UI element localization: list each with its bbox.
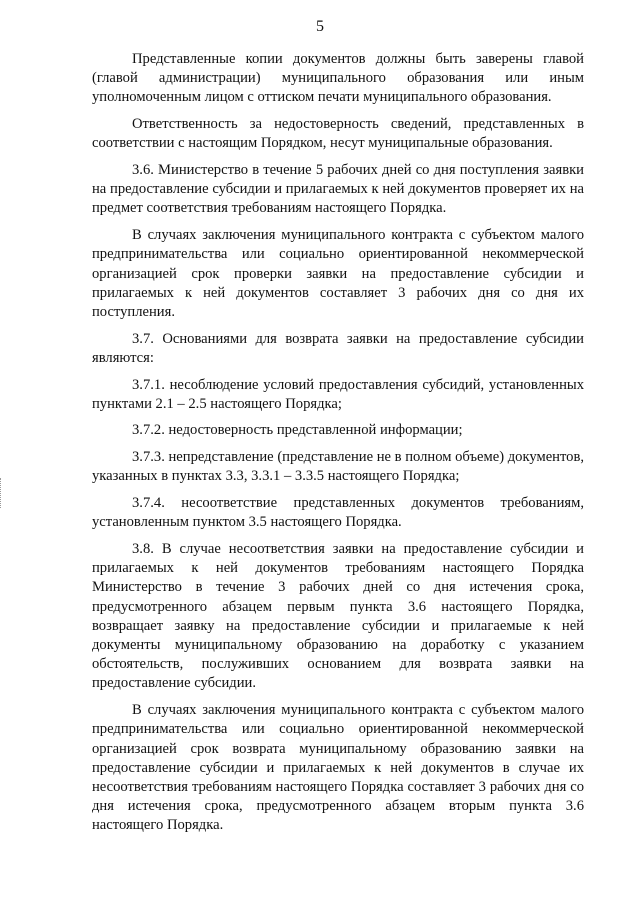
document-body <box>92 50 584 843</box>
paragraph-3-8-small-business: В случаях заключения муниципального контракта с субъектом малого предпринимательства или социально ориентированной некоммерческой организацией срок возврата муниципальному образованию заявки на предоставление субсидии и прилагаемых к ней документов в случае их несоответствия требованиям настоящего Порядка составляет 3 рабочих дня со дня истечения срока, предусмотренного абзацем вторым пункта 3.6 настоящего Порядка. <box>92 702 584 834</box>
paragraph-3-7-2: 3.7.2. недостоверность представленной информации; <box>132 422 463 439</box>
scan-edge-marks <box>0 478 5 508</box>
paragraph-3-7-4: 3.7.4. несоответствие представленных документов требованиям, установленным пунктом 3.5 настоящего Порядка. <box>92 495 584 531</box>
paragraph-3-8: 3.8. В случае несоответствия заявки на предоставление субсидии и прилагаемых к ней документов требованиям настоящего Порядка Министерство в течение 3 рабочих дней со дня истечения срока, предусмотренного абзацем первым пункта 3.6 настоящего Порядка, возвращает заявку на предоставление субсидии и прилагаемые к ней документы муниципальному образованию на доработку с указанием обстоятельств, послуживших основанием для возврата заявки на предоставление субсидии. <box>92 540 584 692</box>
paragraph-3-6: 3.6. Министерство в течение 5 рабочих дней со дня поступления заявки на предоставление субсидии и прилагаемых к ней документов проверяет их на предмет соответствия требованиям настоящего Порядка. <box>92 162 584 217</box>
paragraph-responsibility: Ответственность за недостоверность сведений, представленных в соответствии с настоящим Порядком, несут муниципальные образования. <box>92 116 584 152</box>
paragraph-3-6-small-business: В случаях заключения муниципального контракта с субъектом малого предпринимательства или социально ориентированной некоммерческой организацией срок проверки заявки на предоставление субсидии и прилагаемых к ней документов составляет 3 рабочих дня со дня их поступления. <box>92 227 584 320</box>
page-number: 5 <box>316 18 324 35</box>
paragraph-3-7: 3.7. Основаниями для возврата заявки на предоставление субсидии являются: <box>92 330 584 366</box>
paragraph-3-7-3: 3.7.3. непредставление (представление не в полном объеме) документов, указанных в пунктах 3.3, 3.3.1 – 3.3.5 настоящего Порядка; <box>92 449 584 485</box>
paragraph-copies-certification: Представленные копии документов должны быть заверены главой (главой администрации) муниципального образования или иным уполномоченным лицом с оттиском печати муниципального образования. <box>92 51 584 106</box>
paragraph-3-7-1: 3.7.1. несоблюдение условий предоставления субсидий, установленных пунктами 2.1 – 2.5 настоящего Порядка; <box>92 376 584 412</box>
